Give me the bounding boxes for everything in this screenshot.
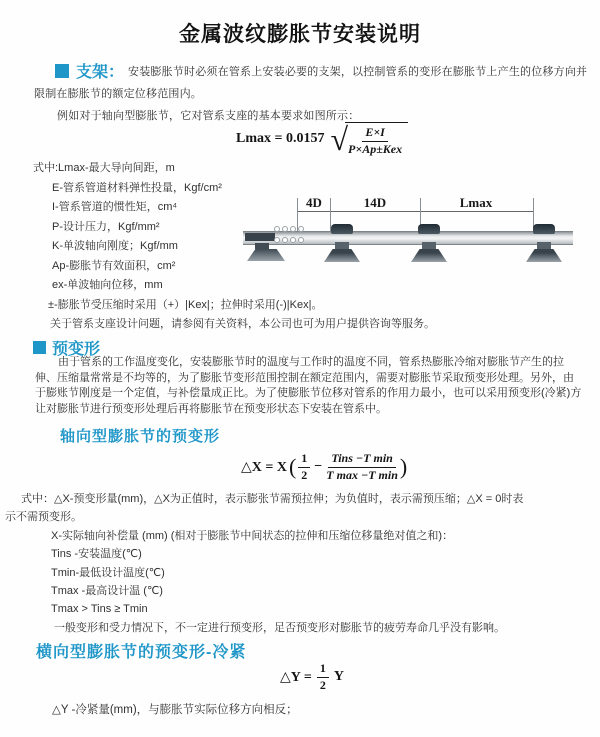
- axial-preform-formula: [241, 452, 409, 483]
- note-line: X-实际轴向补偿量 (mm) (相对于膨胀节中间状态的拉伸和压缩位移量绝对值之和)：: [51, 529, 454, 542]
- support-base: [526, 249, 562, 262]
- support-saddle: [418, 224, 440, 234]
- support-base: [411, 249, 447, 262]
- preform-paragraph: [0, 355, 581, 417]
- definition-line: P-设计压力，Kgf/mm²: [52, 220, 160, 233]
- support-base: [324, 249, 360, 262]
- axial-notes-list: [0, 490, 523, 637]
- paragraph-line: 由于管系的工作温度变化，安装膨胀节时的温度与工作时的温度不同，管系热膨胀冷缩对膨胀节产生的拉: [58, 356, 564, 368]
- minus-sign: −: [314, 459, 323, 475]
- lateral-note: △Y -冷紧量(mm)，与膨胀节实际位移方向相反；: [52, 704, 298, 716]
- pipe-support: [411, 221, 447, 263]
- half-fraction: $\frac{1}{2}$: [317, 662, 329, 693]
- half-fraction: 1 2: [298, 452, 310, 483]
- paragraph-line: 于膨账节刚度是一个定值，与补偿量成正比。为了使膨胀节位移对管系的作用力最小，也可以采用预变形(冷紧)方: [35, 387, 582, 400]
- definition-line: ex-单波轴向位移，mm: [52, 279, 163, 291]
- lateral-subsection-title: 横向型膨胀节的预变形-冷紧: [36, 644, 247, 661]
- note-line: Tmax > Tins ≥ Tmin: [51, 603, 148, 616]
- support-saddle: [331, 224, 353, 234]
- bellows-icon: [274, 192, 306, 252]
- anchor-support: [245, 233, 275, 241]
- close-paren: ): [399, 454, 408, 480]
- note-line: Tmin-最低设计温度(℃): [51, 566, 165, 579]
- note-line: 一般变形和受力情况下，不一定进行预变形，足否预变形对膨胀节的疲劳寿命几乎没有影响。: [54, 621, 505, 634]
- note-line: Tins -安装温度(℃): [51, 548, 142, 561]
- section-marker-icon: [55, 64, 69, 78]
- definition-line: 关于管系支座设计问题，请参阅有关资料，本公司也可为用户提供咨询等服务。: [50, 318, 435, 330]
- support-saddle: [533, 224, 555, 234]
- definition-line: K-单波轴向刚度；Kgf/mm: [52, 240, 178, 252]
- sqrt-radical: √ E×I P×Ap±Kex: [330, 122, 408, 157]
- definition-line: I-管系管道的惯性矩，cm⁴: [52, 201, 178, 213]
- definition-line: E-管系管道材料弹性投量，Kgf/cm²: [52, 181, 222, 194]
- support-intro-line2: 限制在膨胀节的额定位移范围内。: [34, 88, 202, 100]
- pipe-support: [324, 221, 360, 263]
- note-line: Tmax -最高设计温 (℃): [51, 585, 163, 598]
- anchor-support-post: [255, 243, 269, 249]
- dimension-label-14d: 14D: [363, 195, 387, 210]
- support-section-heading-row: [55, 59, 587, 82]
- lmax-formula-lhs: Lmax = 0.0157: [236, 131, 325, 147]
- paragraph-line: 伸、压缩量常常是不均等的，为了膨胀节变形范围控制在额定范围内，需要对膨胀节采取预变形处理。另外，由: [35, 371, 574, 384]
- lmax-formula: [236, 122, 408, 157]
- note-line: 式中：△X-预变形量(mm)，△X为正值时，表示膨张节需预拉伸；为负值时，表示需预压缩；△X = 0时表: [21, 493, 524, 505]
- preform-section-title: 预变形: [52, 341, 101, 358]
- dimension-label-4d: 4D: [306, 195, 322, 210]
- section-marker-icon: [33, 341, 46, 354]
- open-paren: (: [288, 454, 297, 480]
- lmax-formula-fraction: E×I P×Ap±Kex: [348, 125, 403, 156]
- definition-line: ±-膨胀节受压缩时采用（+）|Kex|；拉伸时采用(-)|Kex|。: [48, 298, 323, 311]
- note-line: 示不需预变形。: [5, 511, 82, 524]
- dimension-label-lmax: Lmax: [459, 195, 493, 210]
- axial-formula-lhs: △X = X: [241, 459, 287, 475]
- support-intro-line1: 安装膨胀节时必须在管系上安装必要的支架，以控制管系的变形在膨胀节上产生的位移方向并: [128, 65, 588, 78]
- lateral-preform-formula: [280, 662, 344, 693]
- paragraph-line: 让对膨胀节进行预变形处理后再将膨胀节在预变形状态下安装在管系中。: [35, 402, 387, 415]
- lateral-formula-rhs: Y: [333, 669, 344, 685]
- dimension-line: [297, 211, 533, 212]
- lateral-formula-lhs: △Y =: [280, 669, 312, 685]
- definition-line: 式中:Lmax-最大导向间距，m: [33, 162, 175, 174]
- definition-line: Ap-膨胀节有效面积，cm²: [52, 259, 176, 272]
- pipe-support-diagram: [243, 192, 575, 272]
- support-example-line: 例如对于轴向型膨胀节，它对管系支座的基本要求如图所示：: [57, 110, 360, 122]
- page-title: 金属波纹膨胀节安装说明: [179, 23, 421, 46]
- support-section-title: 支架：: [76, 64, 125, 81]
- pipe-support: [526, 221, 562, 263]
- axial-subsection-title: 轴向型膨胀节的预变形: [60, 428, 221, 445]
- temperature-fraction: Tins −T min T max −T min: [326, 451, 398, 482]
